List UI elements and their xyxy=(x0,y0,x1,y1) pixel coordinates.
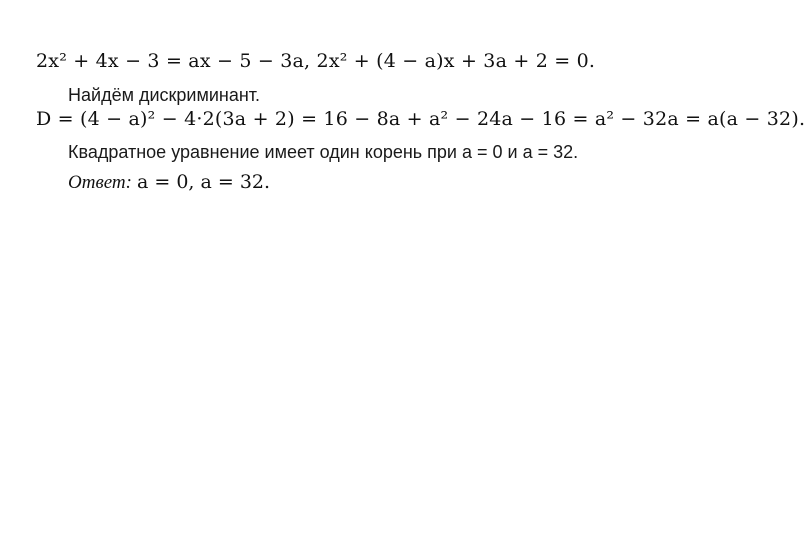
answer-value: a = 0, a = 32. xyxy=(137,171,271,193)
answer-label: Ответ: xyxy=(68,172,132,193)
discriminant-intro: Найдём дискриминант. xyxy=(68,85,261,105)
condition-line: Квадратное уравнение имеет один корень при a = 0 и a = 32. xyxy=(68,142,579,162)
answer-line xyxy=(68,173,270,192)
equation-line: 2x² + 4x − 3 = ax − 5 − 3a, 2x² + (4 − a)x + 3a + 2 = 0. xyxy=(36,50,596,72)
discriminant-line: D = (4 − a)² − 4·2(3a + 2) = 16 − 8a + a² − 24a − 16 = a² − 32a = a(a − 32). xyxy=(36,108,805,130)
